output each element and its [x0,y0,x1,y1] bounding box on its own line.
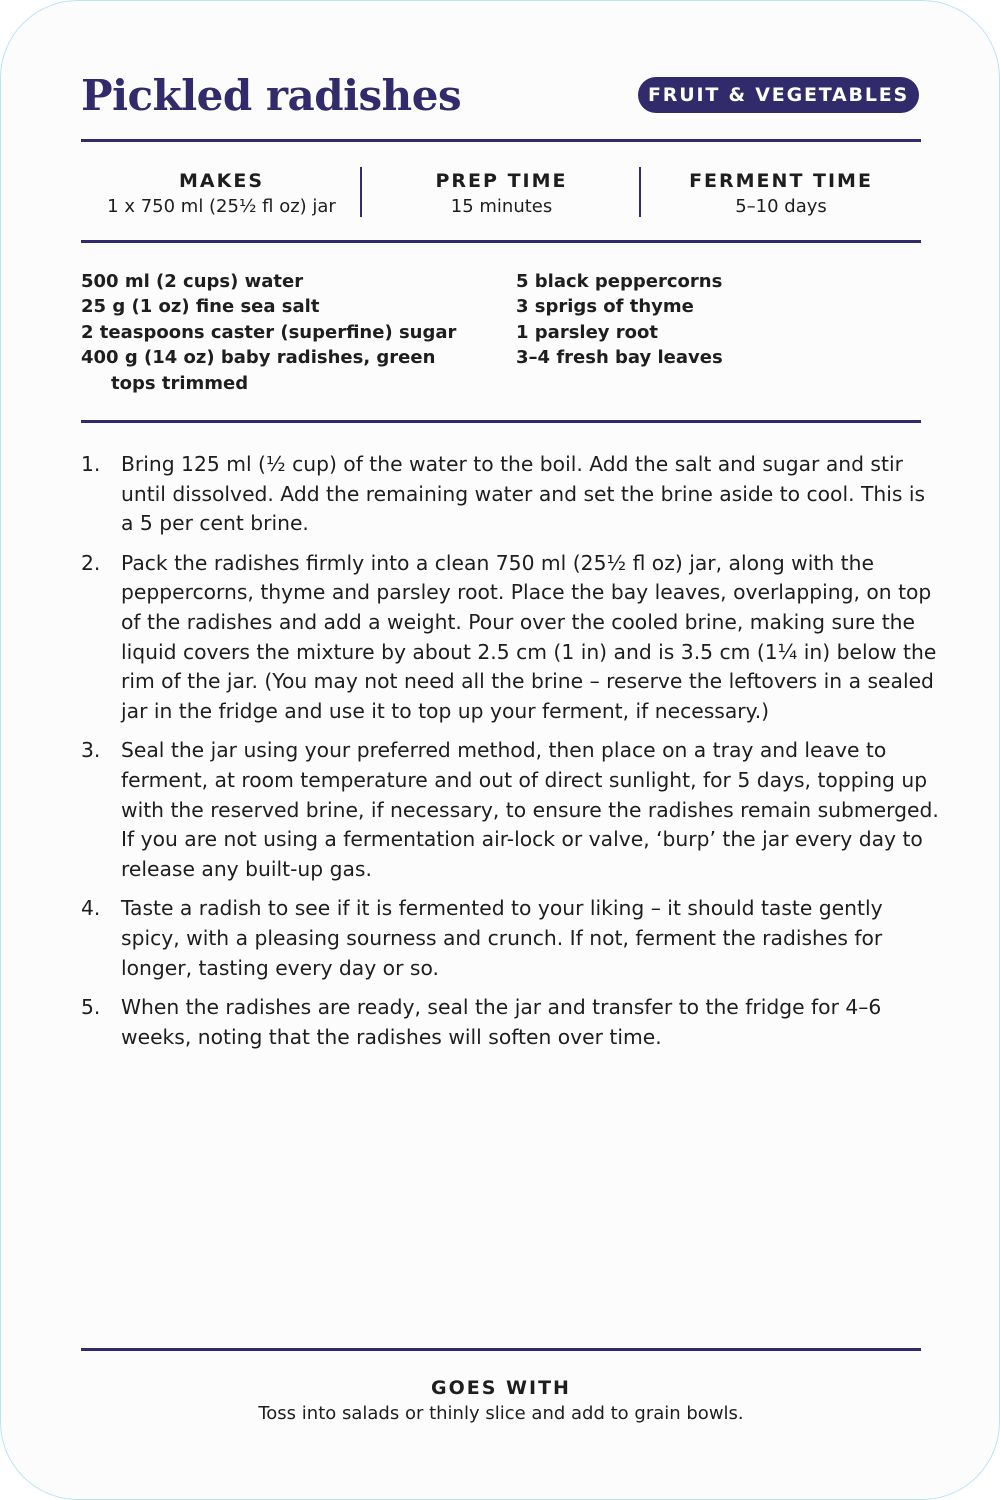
recipe-title: Pickled radishes [81,71,462,120]
ingredients [81,269,921,396]
meta-prep-time [362,161,641,221]
step-text: Pack the radishes firmly into a clean 750 ml (25½ fl oz) jar, along with the peppercorns, thyme and parsley root. Place the bay leaves, overlapping, on top of the radishes and add a weight. Pour over the cooled brine, making sure the liquid covers the mixture by about 2.5 cm (1 in) and is 3.5 cm (1¼ in) below the rim of the jar. (You may not need all the brine – reserve the leftovers in a sealed jar in the fridge and use it to top up your ferment, if necessary.) [121,550,937,723]
meta-makes-label: MAKES [179,170,264,192]
method-step [81,993,941,1052]
step-text: When the radishes are ready, seal the jar and transfer to the fridge for 4–6 weeks, noting that the radishes will soften over time. [121,995,882,1049]
meta-makes [81,161,362,221]
method-step [81,450,941,539]
meta-makes-value: 1 x 750 ml (25½ fl oz) jar [107,196,336,217]
divider-goes-with [81,1348,921,1351]
category-badge: FRUIT & VEGETABLES [638,77,919,113]
ingredient-item: 500 ml (2 cups) water [81,271,304,292]
step-number: 1. [81,452,101,476]
method-step [81,736,941,884]
step-number: 5. [81,995,101,1020]
recipe-meta [81,161,921,221]
ingredients-left [81,269,516,396]
step-number: 4. [81,896,101,921]
ingredient-item: 25 g (1 oz) fine sea salt [81,296,320,318]
meta-prep-label: PREP TIME [435,170,568,192]
ingredient-item: 1 parsley root [516,321,659,343]
step-text: Seal the jar using your preferred method, then place on a tray and leave to ferment, at room temperature and out of direct sunlight, for 5 days, topping up with the reserved brine, if necessary, to ensure the radishes remain submerged. If you are not using a fermentation air-lock or valve, ‘burp’ the jar every day to release any built-up gas. [121,738,939,881]
ingredient-item: 3–4 fresh bay leaves [516,347,723,369]
ingredient-item: 400 g (14 oz) baby radishes, green tops trimmed [81,347,436,394]
step-number: 3. [81,738,101,763]
method-step [81,549,941,727]
meta-ferment-label: FERMENT TIME [689,170,873,192]
goes-with-text: Toss into salads or thinly slice and add to grain bowls. [258,1403,744,1424]
ingredient-item: 2 teaspoons caster (superfine) sugar [81,321,457,343]
ingredients-right [516,269,723,396]
ingredient-item: 3 sprigs of thyme [516,296,694,318]
method-step [81,894,941,983]
step-text: Taste a radish to see if it is fermented to your liking – it should taste gently spicy, with a pleasing sourness and crunch. If not, ferment the radishes for longer, tasting every day or so. [121,896,883,980]
divider-meta [81,240,921,243]
divider-ingredients [81,420,921,423]
goes-with-label: GOES WITH [431,1377,571,1399]
meta-ferment-value: 5–10 days [735,196,827,217]
ingredient-item: 5 black peppercorns [516,271,723,292]
step-number: 2. [81,550,101,575]
method-steps [81,450,941,1062]
meta-ferment-time [641,161,921,221]
divider-top [81,139,921,142]
step-text: Bring 125 ml (½ cup) of the water to the boil. Add the salt and sugar and stir until dissolved. Add the remaining water and set the brine aside to cool. This is a 5 per cent brine. [121,452,926,536]
goes-with [81,1375,921,1427]
meta-prep-value: 15 minutes [450,196,553,217]
